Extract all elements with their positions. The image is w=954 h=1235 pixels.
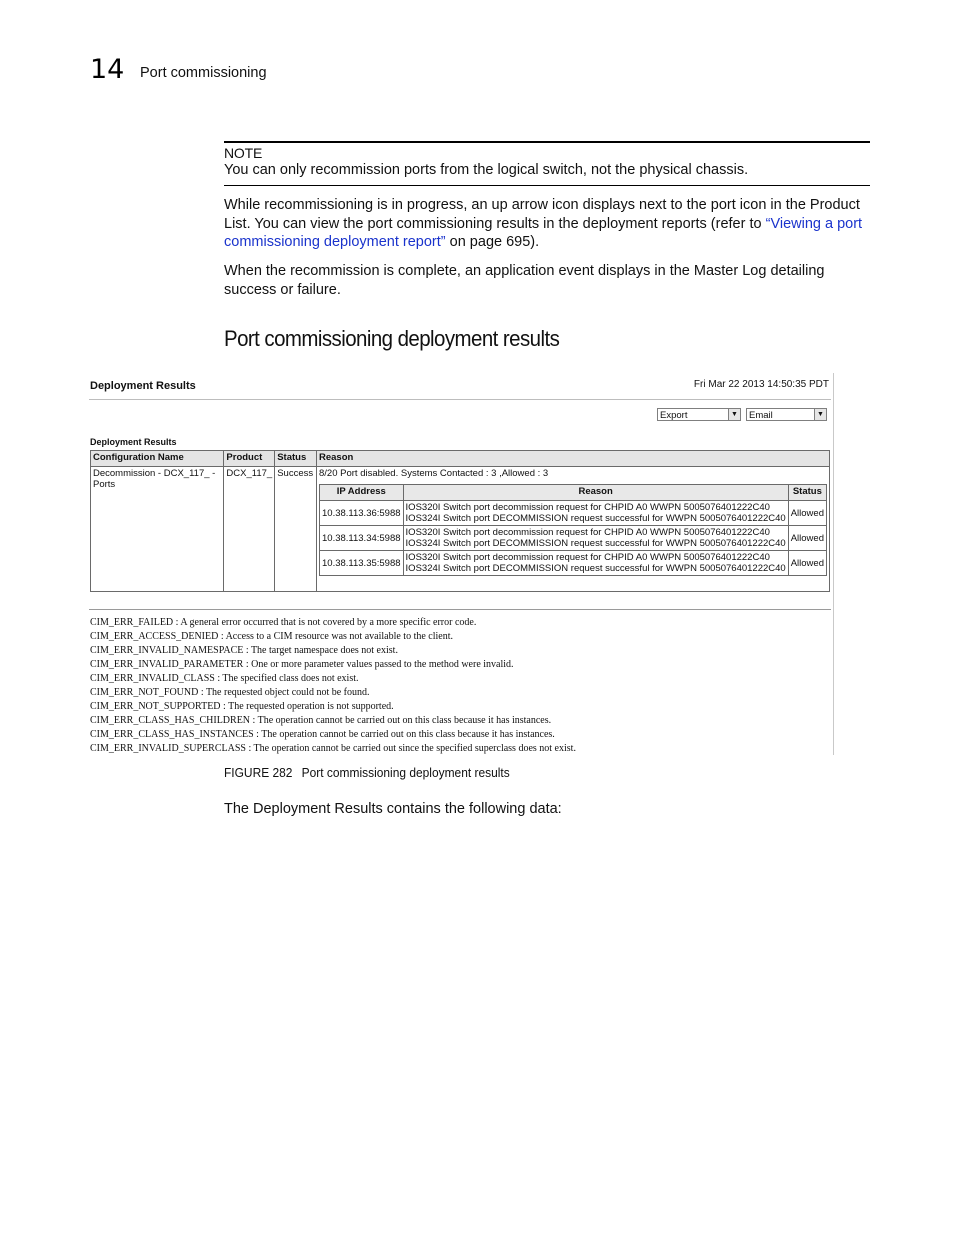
figure-caption — [224, 765, 510, 780]
final-paragraph — [224, 801, 562, 817]
ui-term: Deployment Results — [253, 801, 383, 817]
config-name-cell: Decommission - DCX_117_ - Ports — [91, 467, 224, 592]
status-cell: Success — [275, 467, 317, 592]
paragraph-recommission-progress — [224, 196, 870, 252]
email-select-value: Email — [749, 410, 773, 421]
figure-timestamp: Fri Mar 22 2013 14:50:35 PDT — [693, 379, 829, 390]
ip-cell: 10.38.113.35:5988 — [320, 551, 404, 576]
figure-number: FIGURE 282 — [224, 765, 293, 780]
reason-cell — [317, 467, 830, 592]
table-row — [320, 501, 827, 526]
reason-detail-cell — [403, 551, 788, 576]
note-label: NOTE — [224, 145, 263, 161]
export-select[interactable] — [657, 408, 741, 421]
reason-line: IOS324I Switch port DECOMMISSION request successful for WWPN 5005076401222C40 — [405, 513, 786, 524]
list-item: CIM_ERR_FAILED : A general error occurred that is not covered by a more specific error code. — [90, 617, 477, 628]
list-item: CIM_ERR_CLASS_HAS_CHILDREN : The operation cannot be carried out on this class because it has instances. — [90, 715, 552, 726]
systems-table — [319, 484, 827, 576]
column-header: Status — [275, 451, 317, 467]
chevron-down-icon[interactable]: ▼ — [728, 409, 740, 420]
reason-line: IOS324I Switch port DECOMMISSION request successful for WWPN 5005076401222C40 — [405, 563, 786, 574]
table-row — [320, 526, 827, 551]
column-header: Reason — [403, 485, 788, 501]
product-cell: DCX_117_ — [224, 467, 275, 592]
section-heading: Port commissioning deployment results — [224, 326, 560, 351]
reason-detail-cell — [403, 526, 788, 551]
table-row — [320, 551, 827, 576]
reason-line: IOS320I Switch port decommission request for CHPID A0 WWPN 5005076401222C40 — [405, 527, 770, 538]
results-table — [90, 450, 830, 592]
system-status-cell: Allowed — [788, 526, 826, 551]
column-header: Configuration Name — [91, 451, 224, 467]
paragraph-text: contains the following data: — [382, 801, 562, 817]
reason-line: IOS320I Switch port decommission request for CHPID A0 WWPN 5005076401222C40 — [405, 552, 770, 563]
note-rule-top — [224, 141, 870, 143]
chapter-number: 14 — [90, 54, 125, 85]
column-header: Product — [224, 451, 275, 467]
table-row — [91, 467, 830, 592]
deployment-results-figure — [89, 373, 834, 755]
ip-cell: 10.38.113.34:5988 — [320, 526, 404, 551]
column-header: Status — [788, 485, 826, 501]
chapter-title: Port commissioning — [140, 65, 267, 81]
figure-header-rule — [89, 399, 831, 400]
note-rule-bottom — [224, 185, 870, 186]
ip-cell: 10.38.113.36:5988 — [320, 501, 404, 526]
systems-table-header — [320, 485, 827, 501]
chevron-down-icon[interactable]: ▼ — [814, 409, 826, 420]
note-text: You can only recommission ports from the logical switch, not the physical chassis. — [224, 162, 749, 178]
paragraph-text: While recommissioning is in progress, an up arrow icon displays next to the port icon in the Product List. You can view the port commissioning results in the deployment reports (refer to — [224, 197, 860, 232]
column-header: IP Address — [320, 485, 404, 501]
list-item: CIM_ERR_INVALID_SUPERCLASS : The operation cannot be carried out since the specified superclass does not exist. — [90, 743, 576, 754]
viewing-report-link[interactable]: “Viewing a port commissioning deployment report” — [224, 215, 863, 250]
error-code-list — [90, 616, 576, 755]
list-item: CIM_ERR_INVALID_NAMESPACE : The target namespace does not exist. — [90, 645, 398, 656]
system-status-cell: Allowed — [788, 501, 826, 526]
figure-caption-text: Port commissioning deployment results — [301, 765, 510, 780]
list-item: CIM_ERR_INVALID_PARAMETER : One or more parameter values passed to the method were invalid. — [90, 659, 514, 670]
paragraph-text: on page 695). — [445, 234, 540, 250]
list-item: CIM_ERR_NOT_FOUND : The requested object could not be found. — [90, 687, 370, 698]
list-item: CIM_ERR_INVALID_CLASS : The specified class does not exist. — [90, 673, 359, 684]
export-select-value: Export — [660, 410, 688, 421]
reason-line: IOS324I Switch port DECOMMISSION request successful for WWPN 5005076401222C40 — [405, 538, 786, 549]
figure-subtitle: Deployment Results — [90, 437, 177, 447]
list-item: CIM_ERR_CLASS_HAS_INSTANCES : The operation cannot be carried out on this class because it has instances. — [90, 729, 555, 740]
reason-detail-cell — [403, 501, 788, 526]
list-item: CIM_ERR_ACCESS_DENIED : Access to a CIM resource was not available to the client. — [90, 631, 453, 642]
list-item: CIM_ERR_NOT_SUPPORTED : The requested operation is not supported. — [90, 701, 394, 712]
reason-summary: 8/20 Port disabled. Systems Contacted : 3 ,Allowed : 3 — [319, 468, 549, 479]
results-table-header — [91, 451, 830, 467]
column-header: Reason — [317, 451, 830, 467]
figure-bottom-rule — [89, 609, 831, 610]
paragraph-recommission-complete: When the recommission is complete, an application event displays in the Master Log detailing success or failure. — [224, 263, 825, 298]
paragraph-text: The — [224, 801, 254, 817]
figure-title: Deployment Results — [90, 380, 196, 392]
email-select[interactable] — [746, 408, 827, 421]
system-status-cell: Allowed — [788, 551, 826, 576]
reason-line: IOS320I Switch port decommission request for CHPID A0 WWPN 5005076401222C40 — [405, 502, 770, 513]
